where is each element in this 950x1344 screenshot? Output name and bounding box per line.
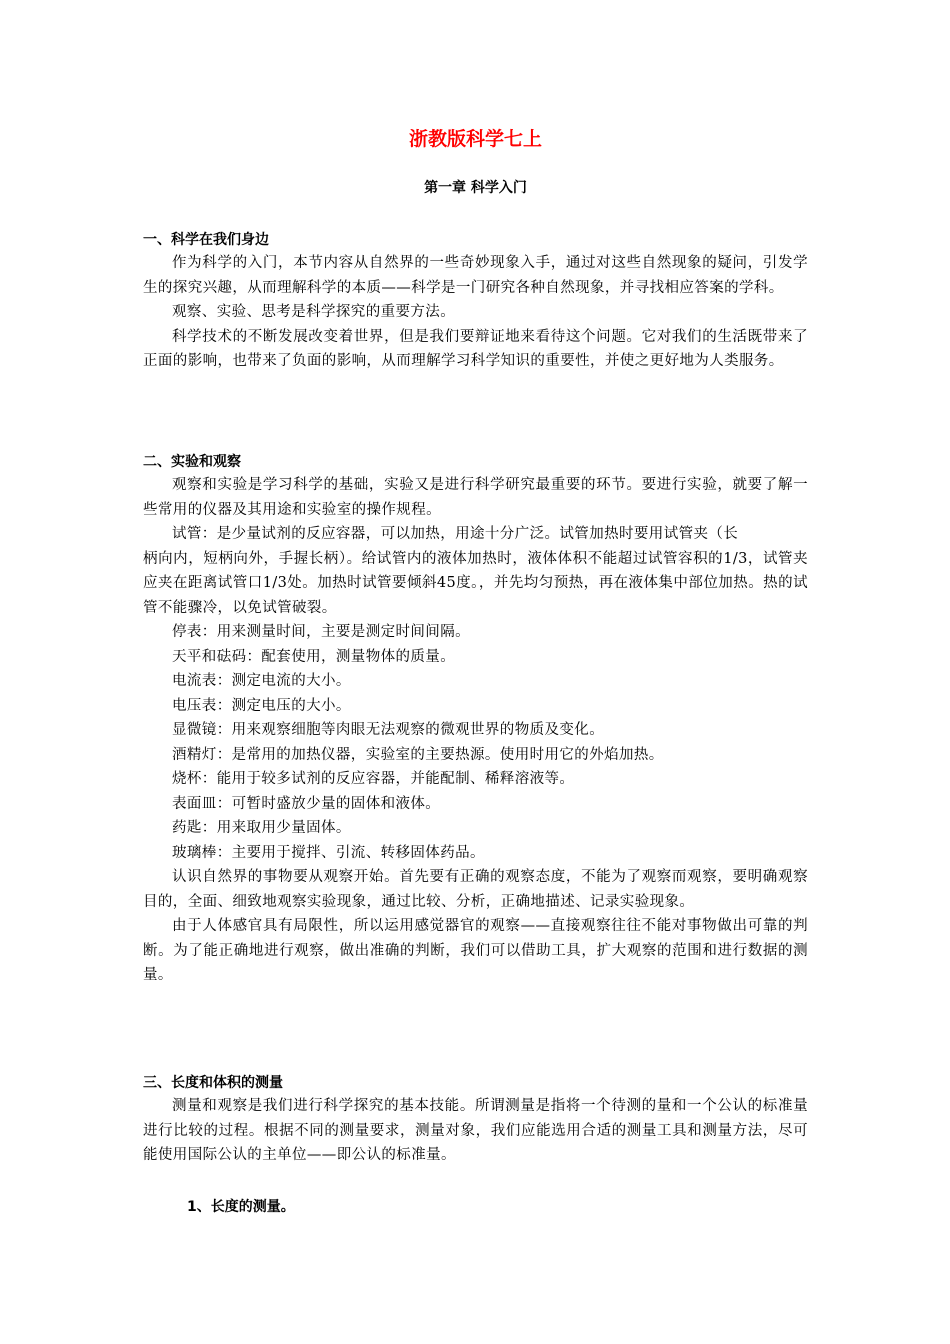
paragraph: 观察、实验、思考是科学探究的重要方法。	[172, 304, 456, 320]
subsection-heading: 1、长度的测量。	[187, 1199, 295, 1215]
paragraph: 电压表：测定电压的大小。	[172, 697, 351, 714]
paragraph: 认识自然界的事物要从观察开始。首先要有正确的观察态度，不能为了观察而观察，要明确观察目的，全面、细致地观察实验现象，通过比较、分析，正确地描述、记录实验现象。	[143, 869, 808, 910]
paragraph: 科学技术的不断发展改变着世界，但是我们要辩证地来看待这个问题。它对我们的生活既带来了正面的影响，也带来了负面的影响，从而理解学习科学知识的重要性，并使之更好地为人类服务。	[143, 328, 808, 369]
subsection-1	[143, 1196, 808, 1218]
paragraph: 烧杯：能用于较多试剂的反应容器，并能配制、稀释溶液等。	[172, 771, 575, 787]
paragraph: 玻璃棒：主要用于搅拌、引流、转移固体药品。	[172, 844, 485, 861]
paragraph: 试管：是少量试剂的反应容器，可以加热，用途十分广泛。试管加热时要用试管夹（长	[172, 526, 739, 542]
paragraph: 显微镜：用来观察细胞等肉眼无法观察的微观世界的物质及变化。	[172, 722, 605, 738]
section-1	[143, 229, 808, 374]
paragraph: 测量和观察是我们进行科学探究的基本技能。所谓测量是指将一个待测的量和一个公认的标准量进行比较的过程。根据不同的测量要求，测量对象，我们应能选用合适的测量工具和测量方法，尽可能使用国际公认的主单位——即公认的标准量。	[143, 1098, 808, 1163]
section-heading: 一、科学在我们身边	[143, 232, 269, 248]
paragraph: 表面皿：可暂时盛放少量的固体和液体。	[172, 795, 441, 812]
section-heading: 二、实验和观察	[143, 454, 241, 470]
paragraph: 药匙：用来取用少量固体。	[172, 820, 351, 836]
paragraph: 天平和砝码：配套使用，测量物体的质量。	[172, 648, 456, 665]
section-2	[143, 451, 808, 988]
document-title: 浙教版科学七上	[408, 128, 542, 150]
paragraph: 电流表：测定电流的大小。	[172, 673, 351, 689]
paragraph: 作为科学的入门，本节内容从自然界的一些奇妙现象入手，通过对这些自然现象的疑问，引发学生的探究兴趣，从而理解科学的本质——科学是一门研究各种自然现象，并寻找相应答案的学科。	[143, 255, 808, 296]
chapter-title: 第一章 科学入门	[424, 180, 527, 196]
paragraph: 观察和实验是学习科学的基础，实验又是进行科学研究最重要的环节。要进行实验，就要了解一些常用的仪器及其用途和实验室的操作规程。	[143, 477, 808, 518]
paragraph: 柄向内，短柄向外，手握长柄）。给试管内的液体加热时，液体体积不能超过试管容积的1/3，试管夹应夹在距离试管口1/3处。加热时试管要倾斜45度。，并先均匀预热，再在液体集中部位加热。热的试管不能骤冷，以免试管破裂。	[143, 550, 808, 616]
paragraph: 酒精灯：是常用的加热仪器，实验室的主要热源。使用时用它的外焰加热。	[172, 746, 664, 763]
paragraph: 由于人体感官具有局限性，所以运用感觉器官的观察——直接观察往往不能对事物做出可靠的判断。为了能正确地进行观察，做出准确的判断，我们可以借助工具，扩大观察的范围和进行数据的测量。	[143, 918, 808, 983]
section-heading: 三、长度和体积的测量	[143, 1075, 283, 1091]
paragraph: 停表：用来测量时间，主要是测定时间间隔。	[172, 624, 470, 640]
section-3	[143, 1072, 808, 1168]
